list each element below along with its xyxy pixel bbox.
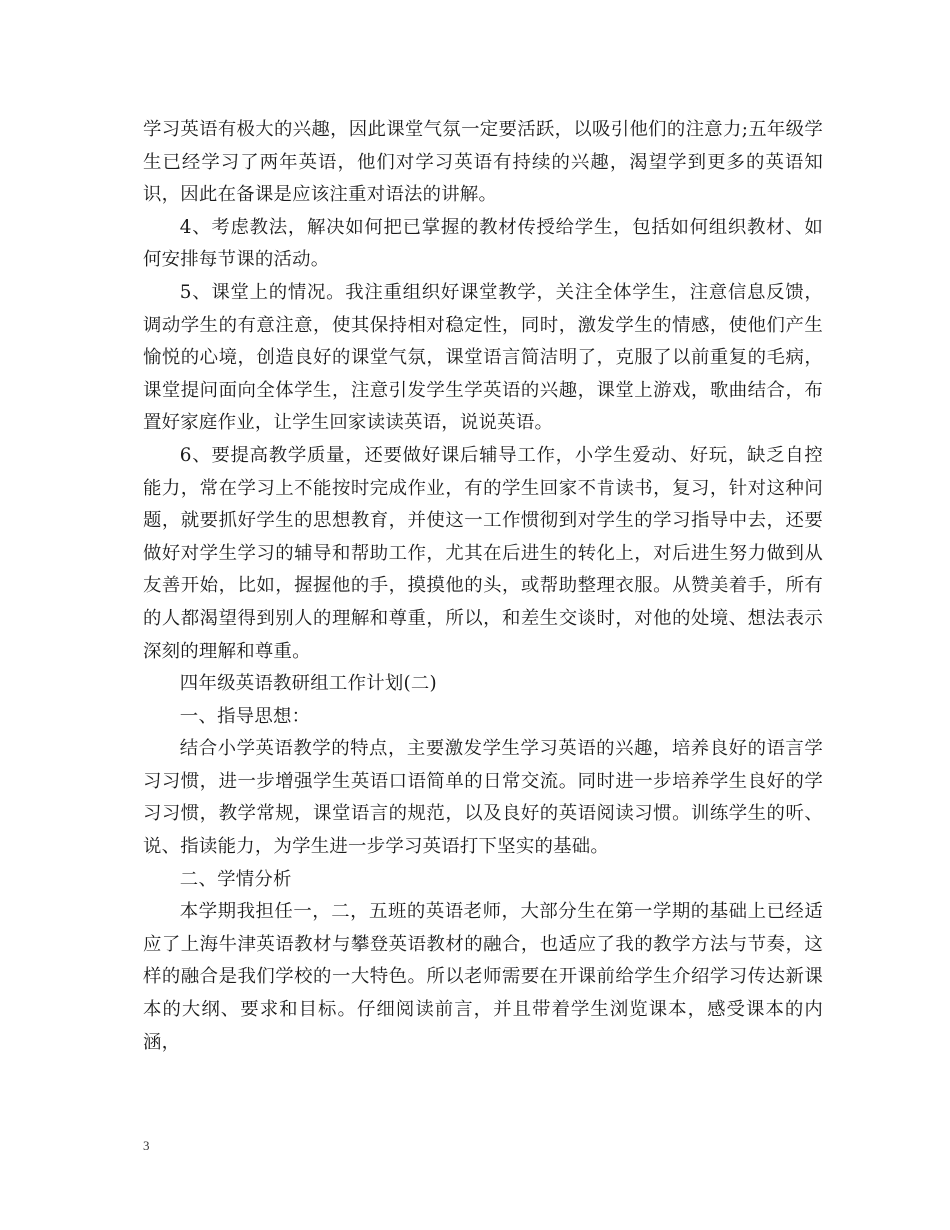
paragraph-2: 4、考虑教法，解决如何把已掌握的教材传授给学生，包括如何组织教材、如何安排每节课的活动。 — [143, 216, 823, 271]
document-body — [143, 114, 823, 1059]
paragraph-learning-analysis: 本学期我担任一，二，五班的英语老师，大部分生在第一学期的基础上已经适应了上海牛津英语教材与攀登英语教材的融合，也适应了我的教学方法与节奏，这样的融合是我们学校的一大特色。所以老师需要在开课前给学生介绍学习传达新课本的大纲、要求和目标。仔细阅读前言，并且带着学生浏览课本，感受课本的内涵， — [143, 901, 823, 1053]
section-title: 四年级英语教研组工作计划(二) — [179, 673, 437, 695]
paragraph-1: 学习英语有极大的兴趣，因此课堂气氛一定要活跃，以吸引他们的注意力;五年级学生已经学习了两年英语，他们对学习英语有持续的兴趣，渴望学到更多的英语知识，因此在备课是应该注重对语法的讲解。 — [143, 119, 823, 206]
paragraph-guiding-thought: 结合小学英语教学的特点，主要激发学生学习英语的兴趣，培养良好的语言学习习惯，进一步增强学生英语口语简单的日常交流。同时进一步培养学生良好的学习习惯，教学常规，课堂语言的规范，以及良好的英语阅读习惯。训练学生的听、说、指读能力，为学生进一步学习英语打下坚实的基础。 — [143, 738, 823, 858]
paragraph-3: 5、课堂上的情况。我注重组织好课堂教学，关注全体学生，注意信息反馈，调动学生的有意注意，使其保持相对稳定性，同时，激发学生的情感，使他们产生愉悦的心境，创造良好的课堂气氛，课堂语言简洁明了，克服了以前重复的毛病，课堂提问面向全体学生，注意引发学生学英语的兴趣，课堂上游戏，歌曲结合，布置好家庭作业，让学生回家读读英语，说说英语。 — [143, 281, 823, 434]
paragraph-4: 6、要提高教学质量，还要做好课后辅导工作，小学生爱动、好玩，缺乏自控能力，常在学习上不能按时完成作业，有的学生回家不肯读书，复习，针对这种问题，就要抓好学生的思想教育，并使这一工作惯彻到对学生的学习指导中去，还要做好对学生学习的辅导和帮助工作，尤其在后进生的转化上，对后进生努力做到从友善开始，比如，握握他的手，摸摸他的头，或帮助整理衣服。从赞美着手，所有的人都渴望得到别人的理解和尊重，所以，和差生交谈时，对他的处境、想法表示深刻的理解和尊重。 — [143, 444, 823, 662]
heading-learning-analysis: 二、学情分析 — [179, 868, 292, 890]
heading-guiding-thought: 一、指导思想： — [179, 705, 311, 727]
page-number: 3 — [143, 1138, 150, 1153]
